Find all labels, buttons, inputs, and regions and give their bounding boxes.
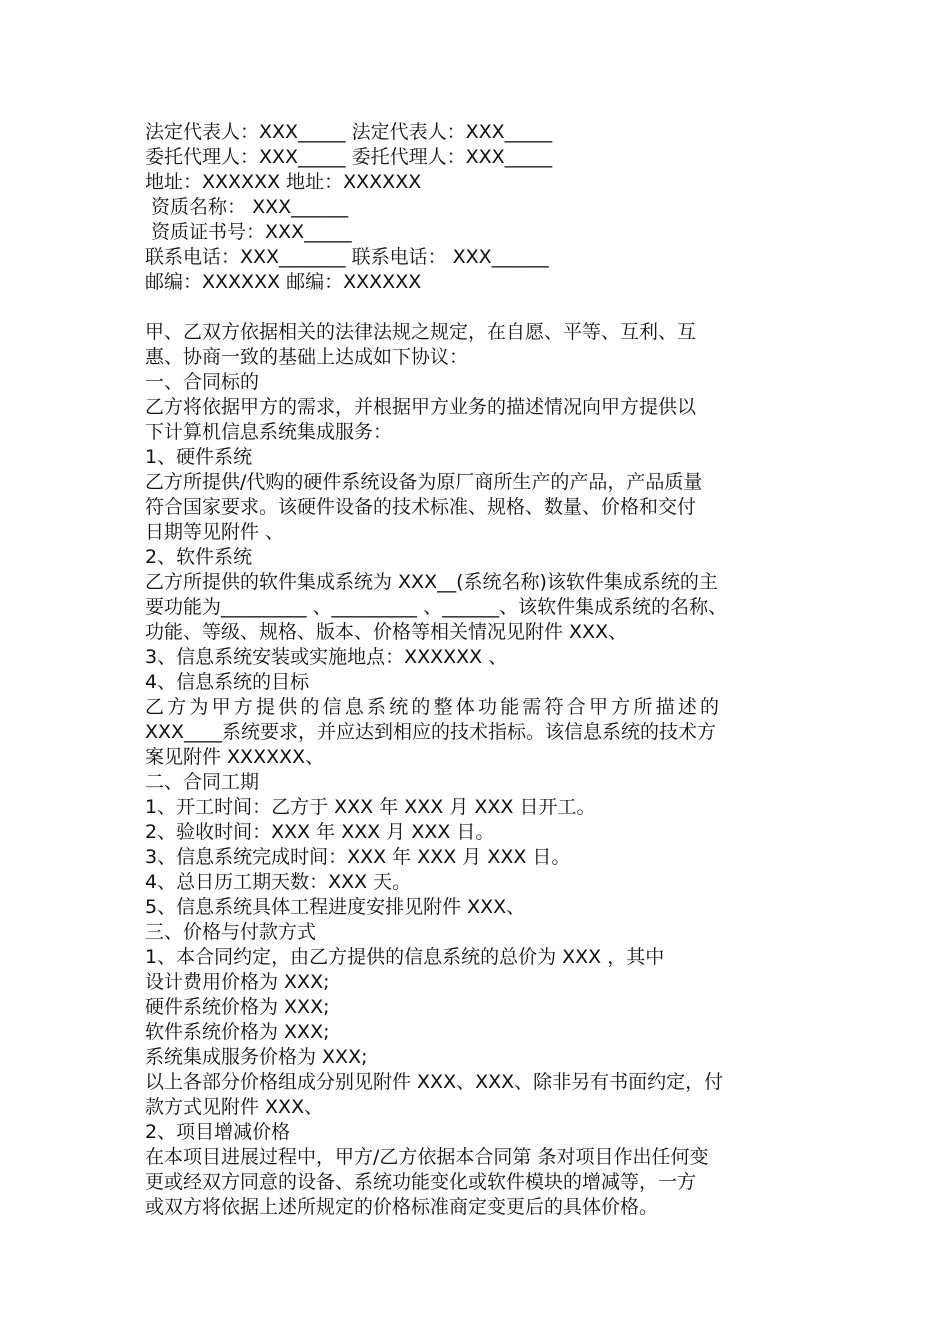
- section-contract-subject: [145, 370, 810, 770]
- section-heading: 一、合同标的: [145, 371, 260, 393]
- certificate-number-line: 资质证书号：XXX_____: [145, 221, 352, 243]
- paragraph-line: 以上各部分价格组成分别见附件 XXX、XXX、除非另有书面约定，付: [145, 1071, 724, 1093]
- paragraph-line: 更或经双方同意的设备、系统功能变化或软件模块的增减等，一方: [145, 1171, 697, 1193]
- paragraph-line: 或双方将依据上述所规定的价格标准商定变更后的具体价格。: [145, 1196, 659, 1218]
- price-line: 硬件系统价格为 XXX;: [145, 996, 330, 1018]
- price-line: 软件系统价格为 XXX;: [145, 1021, 330, 1043]
- item-heading: 2、项目增减价格: [145, 1121, 291, 1143]
- party-info: [145, 120, 810, 295]
- intro-line: 甲、乙双方依据相关的法律法规之规定，在自愿、平等、互利、互: [145, 321, 697, 343]
- paragraph-line: 功能、等级、规格、版本、价格等相关情况见附件 XXX、: [145, 621, 628, 643]
- item-line: 3、信息系统安装或实施地点：XXXXXX 、: [145, 646, 508, 668]
- section-heading: 二、合同工期: [145, 771, 260, 793]
- price-line: 系统集成服务价格为 XXX;: [145, 1046, 368, 1068]
- paragraph-line: 乙方所提供的软件集成系统为 XXX__(系统名称)该软件集成系统的主: [145, 571, 718, 593]
- legal-representative-line: 法定代表人：XXX_____ 法定代表人：XXX_____: [145, 121, 553, 143]
- section-price-payment: [145, 920, 810, 1220]
- paragraph-line: 要功能为_________ 、_________ 、______、该软件集成系统的名称、: [145, 596, 728, 618]
- item-heading: 4、信息系统的目标: [145, 671, 310, 693]
- item-line: 1、开工时间：乙方于 XXX 年 XXX 月 XXX 日开工。: [145, 796, 596, 818]
- item-line: 3、信息系统完成时间：XXX 年 XXX 月 XXX 日。: [145, 846, 571, 868]
- paragraph-line: 案见附件 XXXXXX、: [145, 746, 325, 768]
- blank-line: [145, 295, 810, 320]
- item-heading: 1、硬件系统: [145, 446, 253, 468]
- section-contract-period: [145, 770, 810, 920]
- phone-line: 联系电话：XXX_______ 联系电话： XXX______: [145, 246, 549, 268]
- qualification-name-line: 资质名称： XXX______: [145, 196, 349, 218]
- paragraph-line: 乙方为甲方提供的信息系统的整体功能需符合甲方所描述的: [145, 696, 723, 718]
- paragraph-line: 乙方将依据甲方的需求，并根据甲方业务的描述情况向甲方提供以: [145, 396, 697, 418]
- intro-paragraph: [145, 320, 810, 370]
- paragraph-line: XXX____系统要求，并应达到相应的技术指标。该信息系统的技术方: [145, 721, 717, 743]
- paragraph-line: 乙方所提供/代购的硬件系统设备为原厂商所生产的产品，产品质量: [145, 471, 703, 493]
- contract-text: [145, 120, 810, 1220]
- paragraph-line: 下计算机信息系统集成服务：: [145, 421, 393, 443]
- item-heading: 2、软件系统: [145, 546, 253, 568]
- section-heading: 三、价格与付款方式: [145, 921, 317, 943]
- authorized-agent-line: 委托代理人：XXX_____ 委托代理人：XXX_____: [145, 146, 553, 168]
- paragraph-line: 日期等见附件 、: [145, 521, 285, 543]
- price-line: 设计费用价格为 XXX;: [145, 971, 330, 993]
- item-line: 1、本合同约定，由乙方提供的信息系统的总价为 XXX ，其中: [145, 946, 665, 968]
- postcode-line: 邮编：XXXXXX 邮编：XXXXXX: [145, 271, 422, 293]
- paragraph-line: 符合国家要求。该硬件设备的技术标准、规格、数量、价格和交付: [145, 496, 697, 518]
- item-line: 4、总日历工期天数：XXX 天。: [145, 871, 412, 893]
- address-line: 地址：XXXXXX 地址：XXXXXX: [145, 171, 422, 193]
- paragraph-line: 款方式见附件 XXX、: [145, 1096, 324, 1118]
- item-line: 5、信息系统具体工程进度安排见附件 XXX、: [145, 896, 526, 918]
- item-line: 2、验收时间：XXX 年 XXX 月 XXX 日。: [145, 821, 495, 843]
- paragraph-line: 在本项目进展过程中，甲方/乙方依据本合同第 条对项目作出任何变: [145, 1146, 709, 1168]
- intro-line: 惠、协商一致的基础上达成如下协议：: [145, 346, 469, 368]
